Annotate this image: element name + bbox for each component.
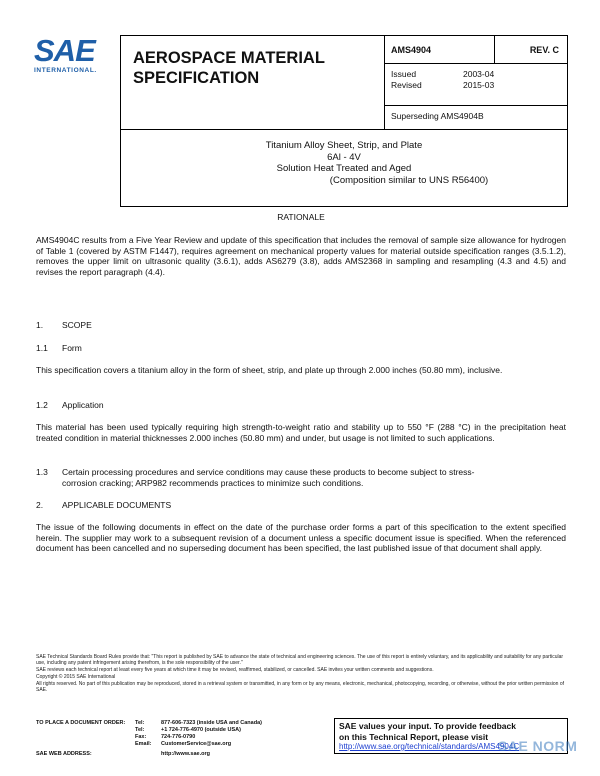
issued-value: 2003-04: [463, 69, 495, 79]
section-1-1-text: This specification covers a titanium alloy in the form of sheet, strip, and plate up through 2.000 inches (50.80 mm), inclusive.: [36, 365, 503, 375]
issued-label: Issued: [391, 69, 417, 79]
revised-value: 2015-03: [463, 80, 495, 90]
legal-footer: [36, 654, 566, 694]
title-line-2: SPECIFICATION: [133, 69, 260, 87]
doc-number-row: [385, 36, 567, 64]
revision-label: REV. C: [529, 45, 559, 55]
dates-block: [385, 64, 567, 106]
subject-line-1: Titanium Alloy Sheet, Strip, and Plate: [265, 140, 423, 151]
section-1-3-text-b: corrosion cracking; ARP982 recommends practices to minimize such conditions.: [62, 478, 364, 488]
document-type-title: [133, 48, 325, 88]
superseding-note: Superseding AMS4904B: [391, 111, 484, 121]
section-1-2-title: Application: [62, 400, 104, 410]
footer-copyright: Copyright © 2015 SAE International: [36, 673, 116, 680]
section-1-2-number: 1.2: [36, 400, 48, 410]
document-header: [120, 35, 568, 207]
document-subject: [121, 130, 567, 206]
tel-value: 877-606-7323 (inside USA and Canada): [161, 720, 262, 726]
section-2-text: The issue of the following documents in effect on the date of the purchase order forms a part of this specification to the extent specified herein. The supplier may work to a subsequent revision of a document unless a specific document issue is specified. When the referenced document has been cancelled and no superseding document has been specified, the last published issue of that document shall apply.: [36, 522, 566, 553]
fax-value: 724-776-0790: [161, 734, 196, 740]
feedback-link[interactable]: http://www.sae.org/technical/standards/AMS4904C: [339, 742, 520, 751]
footer-rules-note: SAE Technical Standards Board Rules provide that: "This report is published by SAE to advance the state of technical and engineering sciences. The use of this report is entirely voluntary, and its applicability and suitability for any particular use, including any patent infringement arising therefrom, is the sole responsibility of the user.": [36, 654, 564, 667]
email-value: CustomerService@sae.org: [161, 741, 232, 747]
section-1-title: SCOPE: [62, 320, 92, 330]
sae-logo-subtitle: INTERNATIONAL.: [34, 67, 97, 74]
subject-line-4: (Composition similar to UNS R56400): [329, 174, 489, 186]
header-meta-cell: [385, 36, 567, 130]
title-line-1: AEROSPACE MATERIAL: [133, 49, 325, 67]
feedback-line-1: SAE values your input. To provide feedback: [339, 721, 516, 731]
subject-line-3: Solution Heat Treated and Aged: [276, 163, 412, 174]
section-2-heading: [36, 500, 566, 511]
watermark-logo: SAE NORM: [498, 738, 578, 754]
section-1-2-heading: [36, 400, 566, 411]
section-2-title: APPLICABLE DOCUMENTS: [62, 500, 172, 510]
rationale-heading: RATIONALE: [277, 212, 325, 222]
footer-rights: All rights reserved. No part of this publication may be reproduced, stored in a retrieval system or transmitted, in any form or by any means, electronic, mechanical, photocopying, recording, or otherwise, without the prior written permission of SAE.: [36, 680, 565, 693]
section-1-3-number: 1.3: [36, 467, 48, 477]
tel2-label: Tel:: [135, 727, 145, 733]
tel-label: Tel:: [135, 720, 145, 726]
section-1-number: 1.: [36, 320, 44, 330]
email-label: Email:: [135, 741, 152, 747]
header-title-cell: [121, 36, 385, 130]
section-1-heading: [36, 320, 566, 331]
section-1-1-number: 1.1: [36, 343, 48, 353]
feedback-line-2: on this Technical Report, please visit: [339, 731, 489, 742]
section-1-1-title: Form: [62, 343, 82, 353]
section-1-2-text: This material has been used typically requiring high strength-to-weight ratio and stability up to 550 °F (288 °C) in the precipitation heat treated condition in material thicknesses 2.000 inches (50.80 mm) and under, but usage is not limited to such applications.: [36, 422, 566, 443]
fax-label: Fax:: [135, 734, 147, 740]
section-2-number: 2.: [36, 500, 44, 510]
section-1-3-text-a: Certain processing procedures and service conditions may cause these products to become subject to stress-: [62, 467, 475, 477]
web-label: SAE WEB ADDRESS:: [36, 751, 92, 757]
rationale-text: AMS4904C results from a Five Year Review and update of this specification that includes the removal of sample size allowance for hydrogen of Table 1 (covered by ASTM F1447), requires agreement on mechanical property values for material outside specification ranges (3.5.1.2), removes the upper limit on ultrasonic quality (3.6.1), adds AS6279 (3.8), adds AMS2368 in sampling and resampling (4.3 and 4.5) and revises the report paragraph (4.4).: [36, 235, 566, 277]
footer-review-note: SAE reviews each technical report at least every five years at which time it may be revised, reaffirmed, stabilized, or cancelled. SAE invites your written comments and suggestions.: [36, 667, 434, 674]
tel2-value: +1 724-776-4970 (outside USA): [161, 727, 241, 733]
sae-logo-mark: SAE: [34, 33, 95, 68]
web-value[interactable]: http://www.sae.org: [161, 751, 210, 757]
sae-logo: [34, 33, 114, 74]
doc-number: AMS4904: [385, 36, 495, 64]
section-1-1-heading: [36, 343, 566, 354]
revised-label: Revised: [391, 80, 422, 90]
order-heading: TO PLACE A DOCUMENT ORDER:: [36, 720, 126, 726]
section-1-3-para: [36, 467, 566, 478]
subject-line-2: 6Al - 4V: [327, 151, 361, 163]
